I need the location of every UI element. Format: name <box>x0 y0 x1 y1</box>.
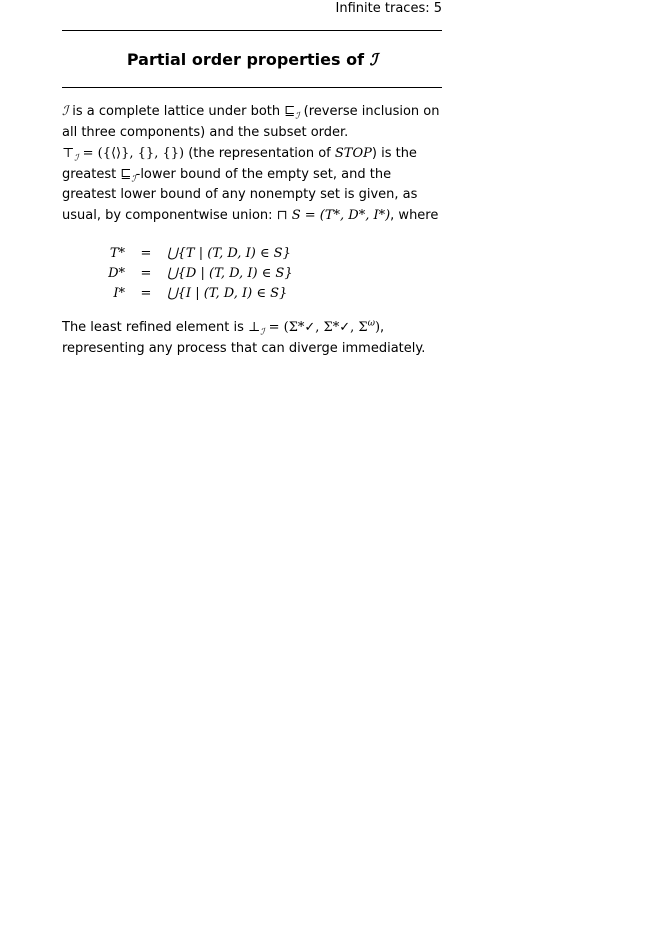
p3-bottom-sub: ℐ <box>260 327 265 338</box>
paragraph-bottom-element <box>62 318 446 359</box>
p1-order-symbol: ⊑ <box>284 104 296 119</box>
p2-glb-expr: ⊓ S = (T*, D*, I*) <box>276 207 391 223</box>
p2-order-symbol: ⊑ <box>120 166 132 182</box>
equation-op: = <box>140 266 152 281</box>
p2-text-b: ) is the greatest <box>62 146 417 182</box>
p2-top-sub: ℐ <box>74 153 79 164</box>
equation-lhs: T* <box>109 246 125 261</box>
equation-row <box>100 244 293 264</box>
p3-close: ) <box>374 320 381 335</box>
slide-title-text: Partial order properties of <box>126 50 370 69</box>
p3-text-b: , representing any process that can diverge immediately. <box>62 320 426 356</box>
equation-op: = <box>140 286 152 301</box>
p3-omega: ω <box>367 318 375 329</box>
p2-text-c: -lower bound of the empty set, and the greatest lower bound of any nonempty set is given, as usual, by componentwise union: <box>62 166 418 223</box>
slide-title <box>62 48 442 72</box>
p3-text-a: The least refined element is <box>62 320 249 335</box>
p2-top-value: = ({⟨⟩}, {}, {}) <box>78 146 185 161</box>
equation-row <box>100 264 293 284</box>
p2-text-d: , where <box>390 207 439 223</box>
p1-text-a: is a complete lattice under both <box>68 104 285 119</box>
p1-symbol: ℐ <box>62 104 69 119</box>
p3-bottom-value: = (Σ*✓, Σ*✓, Σ <box>264 320 368 335</box>
equation-lhs: I* <box>113 286 125 301</box>
p2-stop: STOP <box>334 146 372 161</box>
p2-order-sub: ℐ <box>131 174 136 185</box>
equation-rhs: ⋃{T | (T, D, I) ∈ S} <box>167 246 291 261</box>
equation-lhs: D* <box>108 266 125 281</box>
equation-rhs: ⋃{I | (T, D, I) ∈ S} <box>167 286 288 301</box>
equation-row <box>100 284 293 304</box>
union-equations <box>100 244 293 304</box>
p2-top-symbol: ⊤ <box>62 146 75 161</box>
slide-title-symbol: ℐ <box>369 50 378 69</box>
p2-text-a: (the representation of <box>184 146 335 161</box>
equation-op: = <box>140 246 152 261</box>
paragraph-top-element <box>62 144 446 226</box>
paragraph-lattice <box>62 102 446 143</box>
p1-text-b: (reverse inclusion on all three components) and the subset order. <box>62 104 440 140</box>
p3-bottom-symbol: ⊥ <box>248 320 261 335</box>
title-rule-top <box>62 30 442 31</box>
equation-rhs: ⋃{D | (T, D, I) ∈ S} <box>167 266 293 281</box>
p1-order-sub: ℐ <box>295 111 300 122</box>
title-rule-bottom <box>62 87 442 88</box>
running-header: Infinite traces: 5 <box>335 1 442 16</box>
